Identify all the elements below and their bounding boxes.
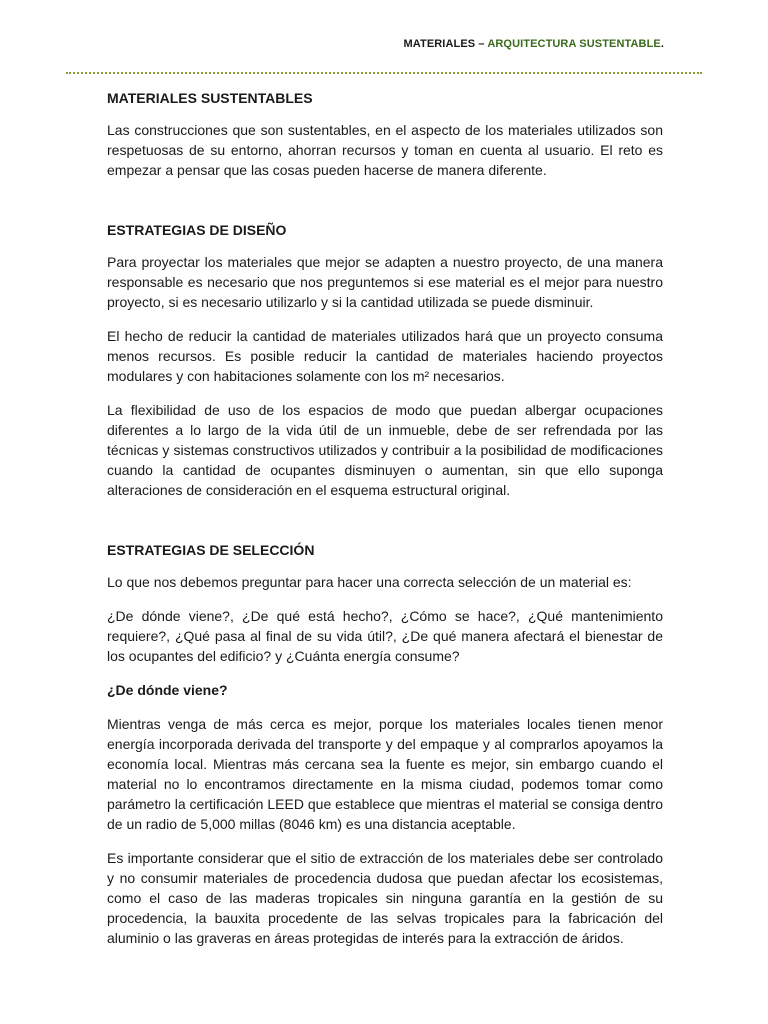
paragraph-diseno-1: Para proyectar los materiales que mejor se adapten a nuestro proyecto, de una manera responsable es necesario que nos preguntemos si ese material es el mejor para nuestro proyecto, si es necesario utilizarlo y si la cantidad utilizada se puede disminuir. — [107, 254, 663, 310]
paragraph-materiales-1: Las construcciones que son sustentables, en el aspecto de los materiales utilizados son respetuosas de su entorno, ahorran recursos y toman en cuenta al usuario. El reto es empezar a pensar que las cosas pueden hacerse de manera diferente. — [107, 122, 663, 178]
header-accent: ARQUITECTURA SUSTENTABLE — [487, 38, 661, 50]
document-body — [107, 88, 663, 948]
header-suffix: . — [660, 38, 664, 50]
header-prefix: MATERIALES – — [403, 38, 488, 50]
paragraph-seleccion-1: Lo que nos debemos preguntar para hacer una correcta selección de un material es: — [107, 574, 632, 590]
section-title-seleccion: ESTRATEGIAS DE SELECCIÓN — [107, 542, 315, 558]
paragraph-diseno-2: El hecho de reducir la cantidad de materiales utilizados hará que un proyecto consuma menos recursos. Es posible reducir la cantidad de materiales haciendo proyectos modulares y con habitaciones solamente con los m² necesarios. — [107, 328, 663, 384]
section-title-diseno: ESTRATEGIAS DE DISEÑO — [107, 222, 287, 238]
subsection-title-donde: ¿De dónde viene? — [107, 682, 228, 698]
paragraph-donde-2: Es importante considerar que el sitio de extracción de los materiales debe ser controlado y no consumir materiales de procedencia dudosa que puedan afectar los ecosistemas, como el caso de las maderas tropicales sin ninguna garantía en la gestión de su procedencia, la bauxita procedente de las selvas tropicales para la fabricación del aluminio o las graveras en áreas protegidas de interés para la extracción de áridos. — [107, 850, 663, 946]
paragraph-seleccion-2: ¿De dónde viene?, ¿De qué está hecho?, ¿Cómo se hace?, ¿Qué mantenimiento requiere?, ¿Qué pasa al final de su vida útil?, ¿De qué manera afectará el bienestar de los ocupantes del edificio? y ¿Cuánta energía consume? — [107, 608, 663, 664]
paragraph-donde-1: Mientras venga de más cerca es mejor, porque los materiales locales tienen menor energía incorporada derivada del transporte y del empaque y al comprarlos apoyamos la economía local. Mientras más cercana sea la fuente es mejor, sin embargo cuando el material no lo encontramos directamente en la misma ciudad, podemos tomar como parámetro la certificación LEED que establece que mientras el material se consiga dentro de un radio de 5,000 millas (8046 km) es una distancia aceptable. — [107, 716, 663, 832]
running-header — [404, 38, 664, 50]
paragraph-diseno-3: La flexibilidad de uso de los espacios de modo que puedan albergar ocupaciones diferentes a lo largo de la vida útil de un inmueble, debe de ser refrendada por las técnicas y sistemas constructivos utilizados y contribuir a la posibilidad de modificaciones cuando la cantidad de ocupantes disminuyen o aumentan, sin que ello suponga alteraciones de consideración en el esquema estructural original. — [107, 402, 663, 498]
header-dotted-rule — [66, 72, 702, 74]
section-title-materiales: MATERIALES SUSTENTABLES — [107, 90, 313, 106]
